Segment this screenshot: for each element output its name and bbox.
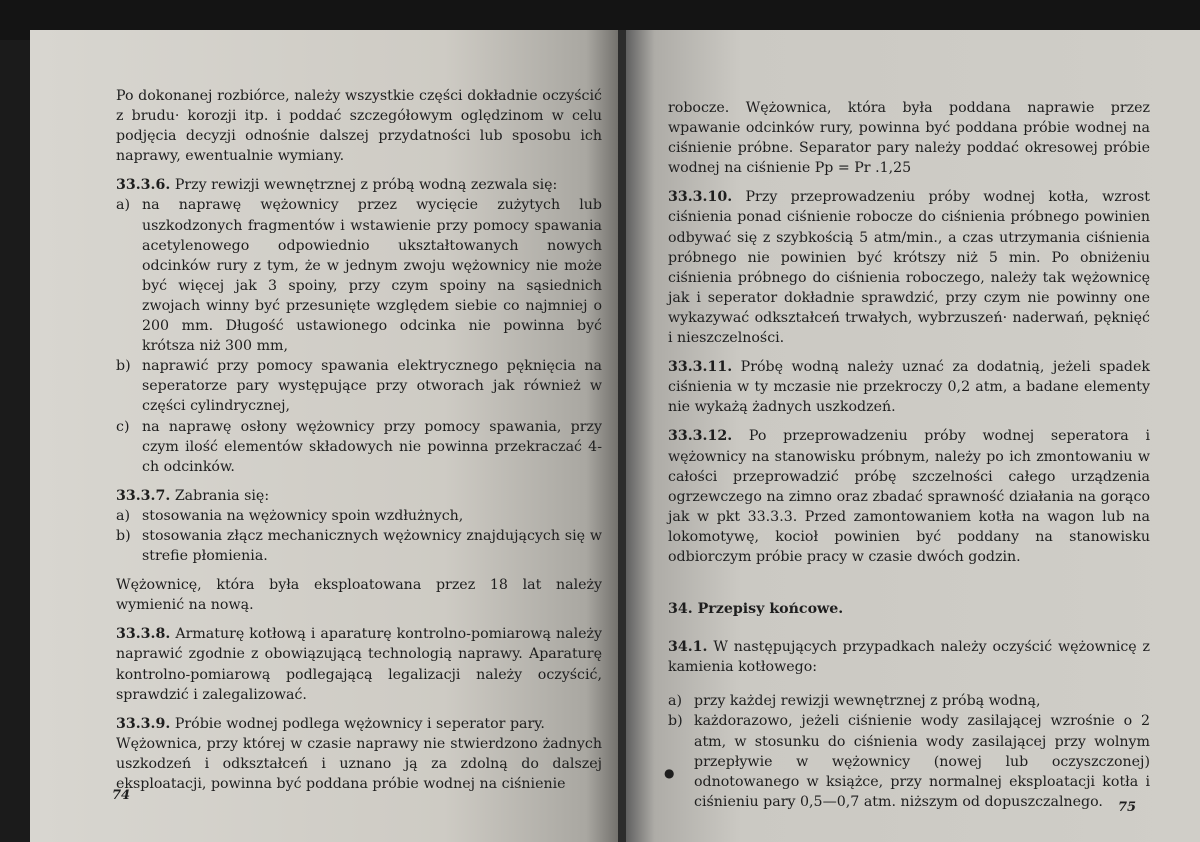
section-33-3-9-continued: Wężownica, przy której w czasie naprawy nie stwierdzono żadnych uszkodzeń i odkształceń i uznano ją za zdolną do dalszej eksploatacji, powinna być poddana próbie wodnej na ciśnienie: [116, 735, 602, 792]
page-number: 75: [1118, 800, 1137, 815]
section-number: 33.3.10.: [668, 189, 733, 206]
section-33-3-12: [668, 426, 1150, 567]
intro-paragraph: Po dokonanej rozbiórce, należy wszystkie części dokładnie oczyścić z brudu· korozji itp. i poddać szczegółowym oględzinom w celu podjęcia decyzji odnośnie dalszej przydatności lub sposobu ich naprawy, ewentualnie wymiany.: [116, 88, 602, 165]
left-page: [30, 30, 622, 842]
section-33-3-9: [116, 714, 602, 734]
right-page-text: [668, 98, 1150, 812]
section-text: Próbie wodnej podlega wężownicy i seperator pary.: [174, 715, 545, 732]
section-text: Przy przeprowadzeniu próby wodnej kotła, wzrost ciśnienia ponad ciśnienie robocze do ciśnienia próbnego powinien odbywać się z szybkością 5 atm/min., a czas utrzymania ciśnienia próbnego nie powinien być krótszy niż 5 min. Po obniżeniu ciśnienia próbnego do ciśnienia roboczego, należy tak wężownicę jak i seperator dokładnie sprawdzić, przy czym nie powinny one wykazywać odkształceń trwałych, wybrzuszeń· naderwań, pęknięć i nieszczelności.: [668, 189, 1150, 347]
list-item: a) na naprawę wężownicy przez wycięcie zużytych lub uszkodzonych fragmentów i wstawienie przy pomocy spawania acetylenowego odpowiednio ukształtowanych nowych odcinków rury z tym, że w jednym zwoju wężownicy nie może być więcej jak 3 spoiny, przy czym spoiny na sąsiednich zwojach winny być przesunięte względem siebie co najmniej o 200 mm. Długość ustawionego odcinka nie powinna być krótsza niż 300 mm,: [116, 197, 602, 355]
right-page: [626, 30, 1200, 842]
section-text: W następujących przypadkach należy oczyścić wężownicę z kamienia kotłowego:: [668, 639, 1151, 676]
section-34-1: [668, 637, 1150, 677]
chapter-heading: 34. Przepisy końcowe.: [668, 601, 844, 618]
section-33-3-8: [116, 624, 602, 704]
section-33-3-7: [116, 486, 602, 506]
section-33-3-6: [116, 175, 602, 195]
section-number: 33.3.8.: [116, 626, 171, 643]
list-item: b) naprawić przy pomocy spawania elektrycznego pęknięcia na seperatorze pary występujące przy otworach jak również w części cylindrycznej,: [116, 358, 602, 415]
list-item: a) stosowania na wężownicy spoin wzdłużnych,: [116, 507, 464, 524]
list-item: b) każdorazowo, jeżeli ciśnienie wody zasilającej wzrośnie o 2 atm, w stosunku do ciśnienia wody zasilającej przy wolnym przepływie w wężownicy (nowej lub oczyszczonej) odnotowanego w książce, przy normalnej eksploatacji kotła i ciśnieniu pary 0,5—0,7 atm. niższym od dopuszczalnego.: [668, 713, 1150, 810]
section-number: 33.3.6.: [116, 177, 171, 194]
list-item: a) przy każdej rewizji wewnętrznej z próbą wodną,: [668, 693, 1041, 710]
section-number: 33.3.7.: [116, 487, 171, 504]
section-text: Zabrania się:: [174, 487, 270, 504]
page-number: 74: [112, 788, 131, 803]
section-text: Przy rewizji wewnętrznej z próbą wodną zezwala się:: [174, 177, 558, 194]
replacement-note: Wężownicę, która była eksploatowana przez 18 lat należy wymienić na nową.: [116, 577, 602, 614]
section-33-3-11: [668, 357, 1150, 417]
section-number: 33.3.11.: [668, 359, 733, 376]
section-number: 33.3.12.: [668, 428, 733, 445]
list-item: b) stosowania złącz mechanicznych wężownicy znajdujących się w strefie płomienia.: [116, 527, 602, 565]
section-text: Po przeprowadzeniu próby wodnej seperatora i wężownicy na stanowisku próbnym, należy po ich zmontowaniu w całości przeprowadzić próbę szczelności całego urządzenia ogrzewczego na zimno oraz zbadać sprawność działania na gorąco jak w pkt 33.3.3. Przed zamontowaniem kotła na wagon lub na lokomotywę, kocioł powinien być poddany na stanowisku odbiorczym próbie pracy w czasie dwóch godzin.: [668, 428, 1150, 565]
section-number: 33.3.9.: [116, 715, 171, 732]
left-page-text: [116, 86, 602, 794]
margin-dot-icon: ●: [664, 766, 675, 780]
list-item: c) na naprawę osłony wężownicy przy pomocy spawania, przy czym ilość elementów składowych nie powinna przekraczać 4-ch odcinków.: [116, 418, 602, 475]
continued-paragraph: robocze. Wężownica, która była poddana naprawie przez wpawanie odcinków rury, powinna być poddana próbie wodnej na ciśnienie próbne. Separator pary należy poddać okresowej próbie wodnej na ciśnienie Pp = Pr .1,25: [668, 100, 1150, 177]
section-33-3-10: [668, 187, 1150, 348]
section-text: Próbę wodną należy uznać za dodatnią, jeżeli spadek ciśnienia w ty mczasie nie przekroczy 0,2 atm, a badane elementy nie wykażą żadnych uszkodzeń.: [668, 359, 1150, 416]
section-text: Armaturę kotłową i aparaturę kontrolno-pomiarową należy naprawić zgodnie z obowiązującą technologią naprawy. Aparaturę kontrolno-pomiarową podlegającą legalizacji należy oczyścić, sprawdzić i zalegalizować.: [116, 626, 603, 703]
section-number: 34.1.: [668, 639, 708, 656]
